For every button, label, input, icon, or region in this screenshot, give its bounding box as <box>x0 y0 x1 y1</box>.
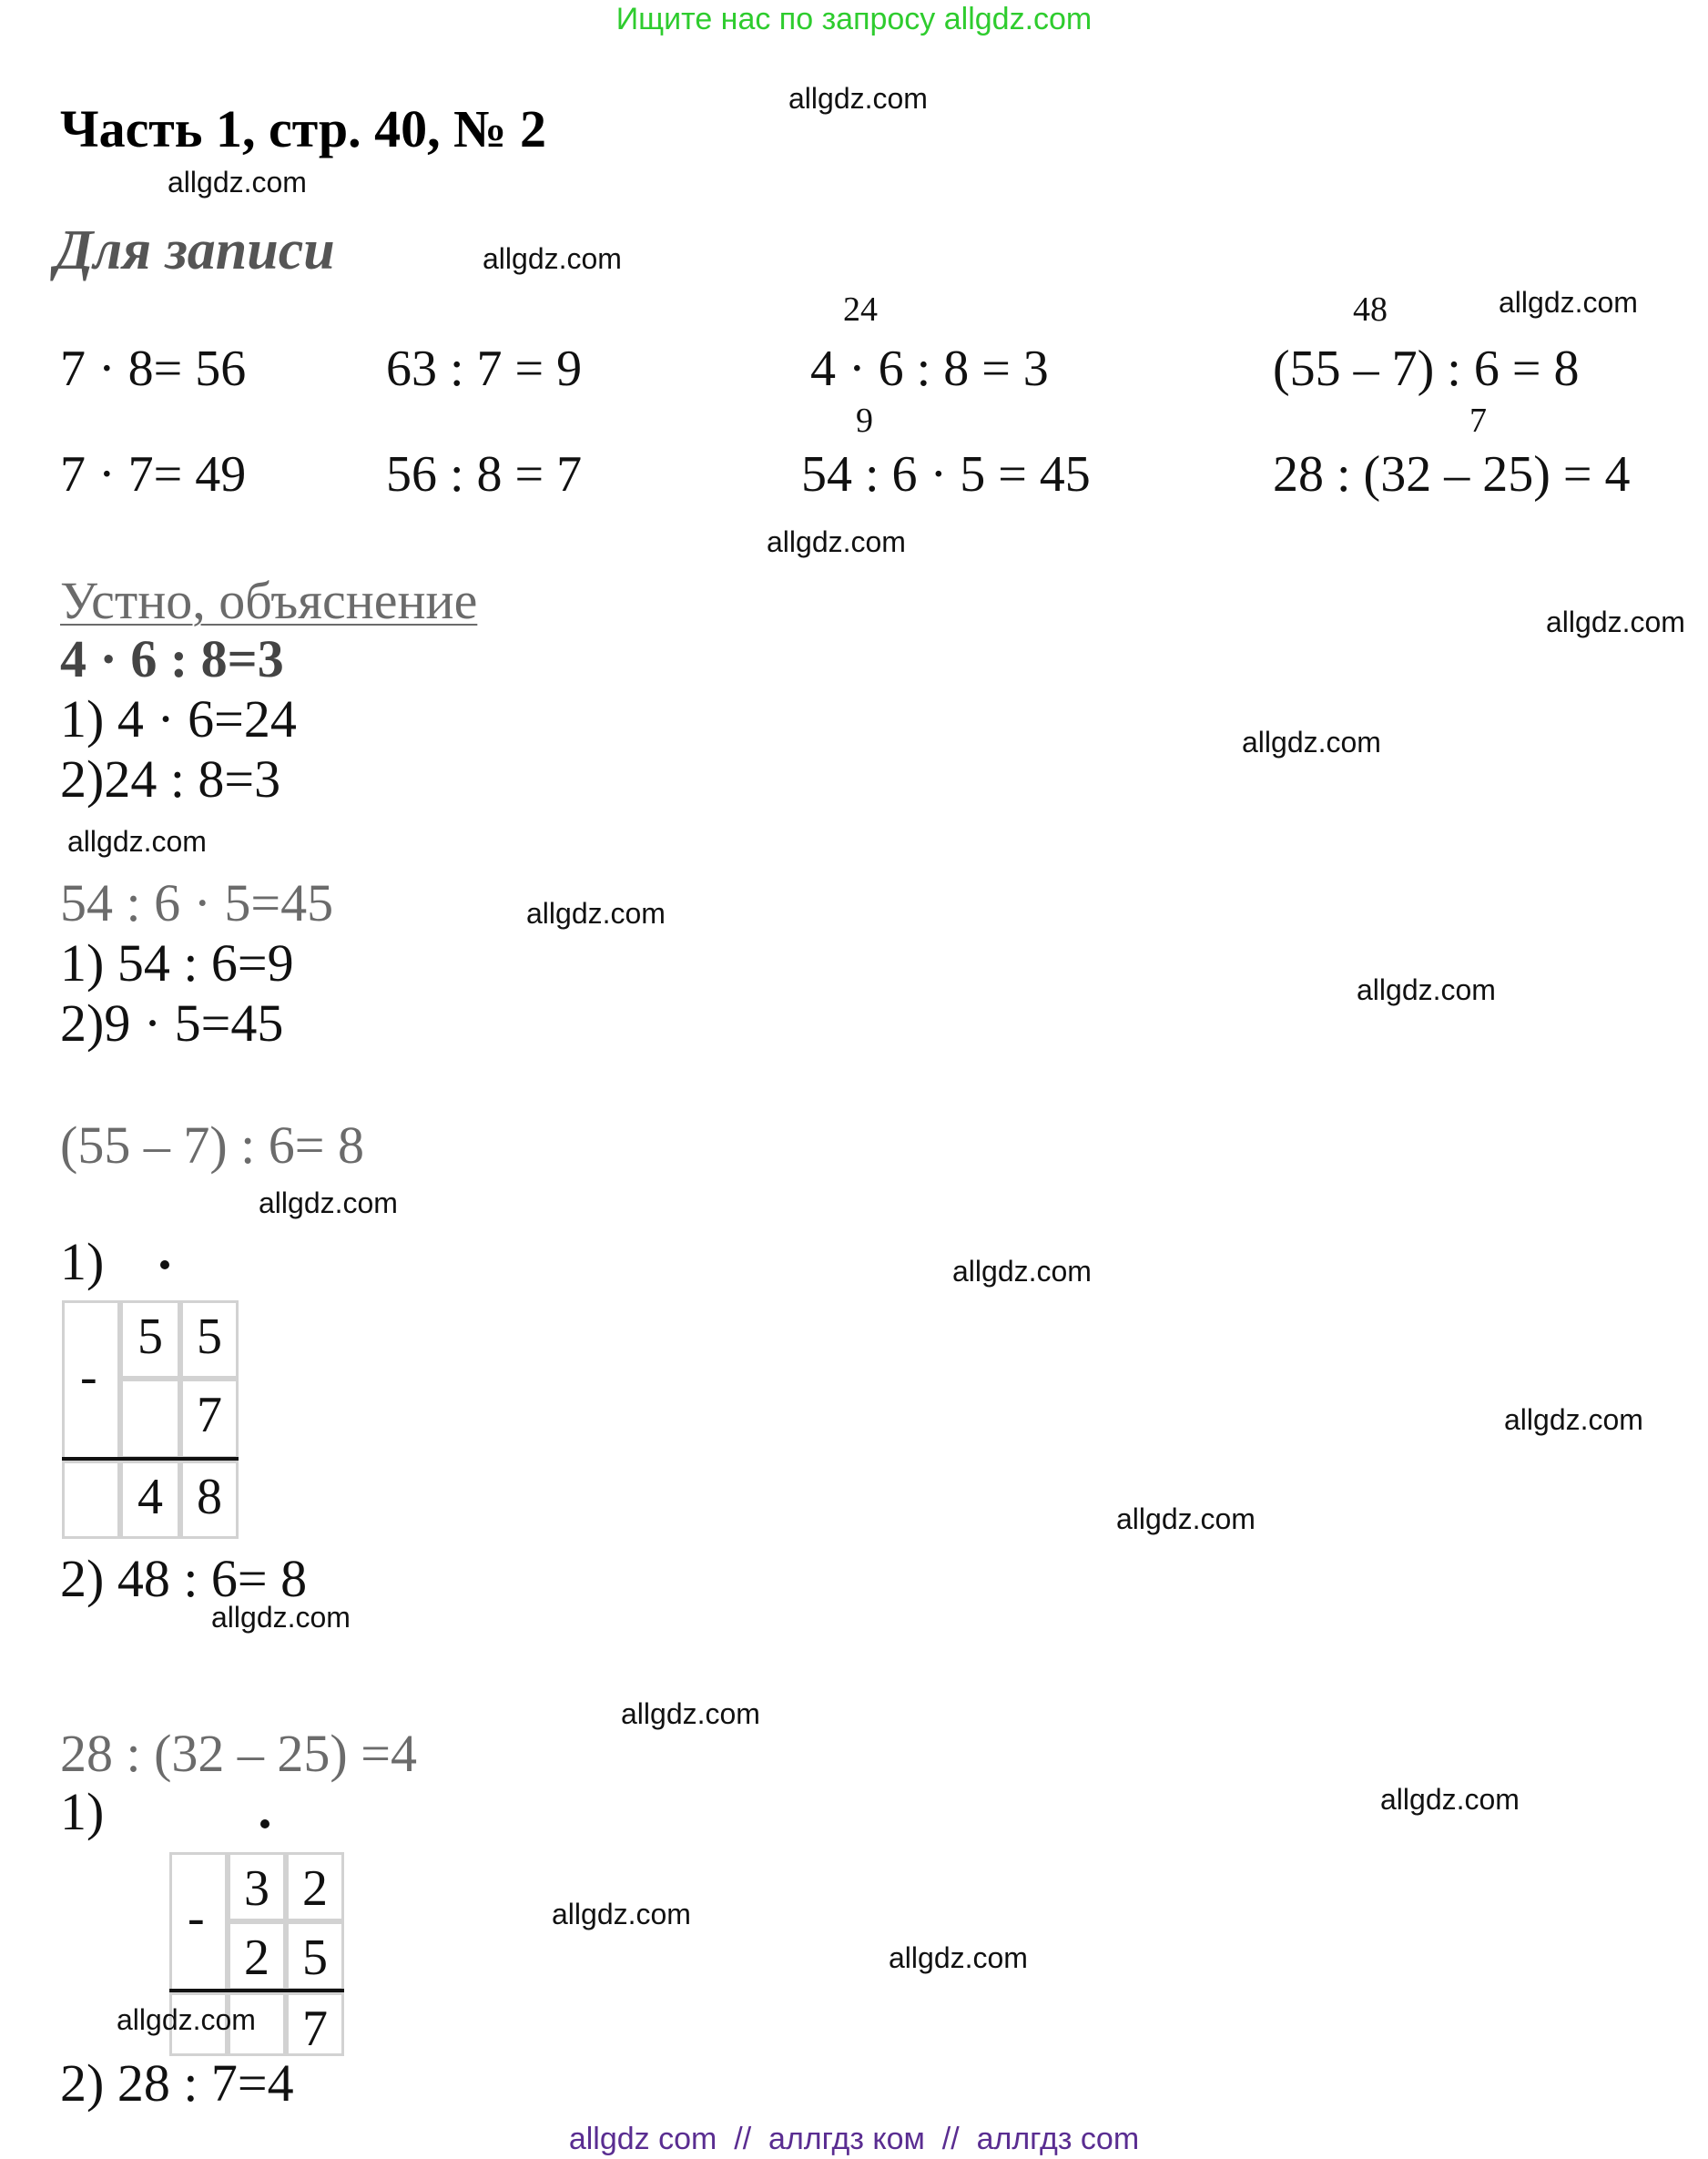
equation: 54 : 6 · 5 = 45 <box>801 446 1091 503</box>
equation: 7 · 8= 56 <box>60 341 247 397</box>
watermark: allgdz.com <box>67 825 207 858</box>
equation: 7 · 7= 49 <box>60 446 247 503</box>
step: 1) 54 : 6=9 <box>60 933 294 993</box>
minus-sign: - <box>188 1889 205 1946</box>
digit-cell <box>62 1461 120 1539</box>
intermediate-result: 48 <box>1353 290 1388 329</box>
digit-cell <box>120 1379 180 1459</box>
watermark: allgdz.com <box>621 1697 760 1730</box>
step: 1) <box>60 1232 105 1291</box>
watermark: allgdz.com <box>1504 1403 1643 1436</box>
watermark: allgdz.com <box>952 1255 1092 1288</box>
watermark: allgdz.com <box>1546 606 1685 638</box>
watermark: allgdz.com <box>259 1186 398 1219</box>
digit-cell: 8 <box>180 1461 239 1539</box>
digit-cell: 5 <box>180 1300 239 1379</box>
dot-marker <box>260 1819 269 1828</box>
step: 1) 4 · 6=24 <box>60 689 297 749</box>
step: 2)9 · 5=45 <box>60 993 284 1053</box>
watermark: allgdz.com <box>767 525 906 558</box>
intermediate-result: 9 <box>856 402 873 440</box>
bottom-banner[interactable]: allgdz com // аллгдз ком // аллгдз com <box>568 2122 1140 2156</box>
page-title: Часть 1, стр. 40, № 2 <box>60 99 546 158</box>
watermark: allgdz.com <box>552 1898 691 1930</box>
step: 1) <box>60 1782 105 1841</box>
example-title: (55 – 7) : 6= 8 <box>60 1115 364 1175</box>
step: 2)24 : 8=3 <box>60 749 281 809</box>
watermark: allgdz.com <box>889 1941 1028 1974</box>
equation: (55 – 7) : 6 = 8 <box>1273 341 1580 397</box>
intermediate-result: 7 <box>1469 402 1487 440</box>
section-subtitle: Для записи <box>55 219 335 281</box>
equation: 56 : 8 = 7 <box>386 446 583 503</box>
digit-cell: 4 <box>120 1461 180 1539</box>
watermark: allgdz.com <box>211 1601 351 1634</box>
minus-sign: - <box>80 1349 97 1405</box>
example-title: 28 : (32 – 25) =4 <box>60 1724 417 1783</box>
watermark: allgdz.com <box>1116 1502 1256 1535</box>
equation: 28 : (32 – 25) = 4 <box>1273 446 1631 503</box>
step: 2) 28 : 7=4 <box>60 2053 294 2113</box>
watermark: allgdz.com <box>117 2003 256 2036</box>
digit-cell: 7 <box>286 1992 344 2056</box>
example-title: 54 : 6 · 5=45 <box>60 873 334 932</box>
equation: 4 · 6 : 8 = 3 <box>810 341 1049 397</box>
explanation-heading: Устно, объяснение <box>60 571 478 630</box>
watermark: allgdz.com <box>1357 973 1496 1006</box>
top-banner[interactable]: Ищите нас по запросу allgdz.com <box>615 2 1093 36</box>
digit-cell: 7 <box>180 1379 239 1459</box>
watermark: allgdz.com <box>483 242 622 275</box>
equation: 63 : 7 = 9 <box>386 341 583 397</box>
digit-cell: 2 <box>228 1921 286 1991</box>
watermark: allgdz.com <box>526 897 666 930</box>
digit-cell: 5 <box>120 1300 180 1379</box>
example-title: 4 · 6 : 8=3 <box>60 629 284 688</box>
dot-marker <box>160 1260 169 1269</box>
watermark: allgdz.com <box>1242 726 1381 759</box>
digit-cell: 2 <box>286 1852 344 1921</box>
watermark: allgdz.com <box>788 82 928 115</box>
step: 2) 48 : 6= 8 <box>60 1549 308 1608</box>
watermark: allgdz.com <box>168 166 307 199</box>
watermark: allgdz.com <box>1499 286 1638 319</box>
watermark: allgdz.com <box>1380 1783 1520 1816</box>
intermediate-result: 24 <box>843 290 878 329</box>
digit-cell: 3 <box>228 1852 286 1921</box>
digit-cell: 5 <box>286 1921 344 1991</box>
